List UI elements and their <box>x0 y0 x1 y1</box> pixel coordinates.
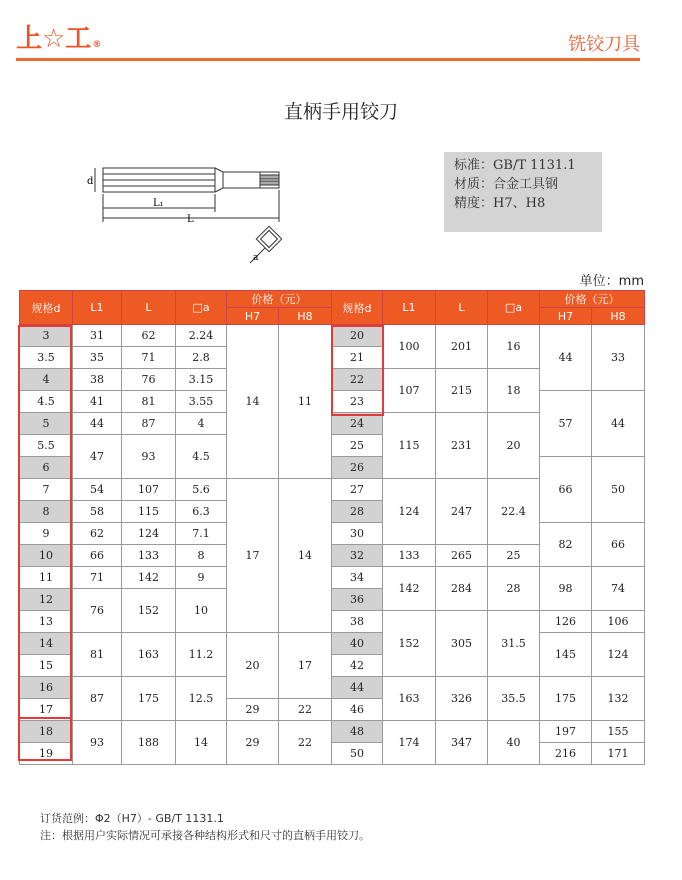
cell-H7: 57 <box>540 391 592 457</box>
cell-H7: 82 <box>540 523 592 567</box>
cell-H7: 145 <box>540 633 592 677</box>
cell-H7: 29 <box>227 721 279 765</box>
cell-L: 347 <box>436 721 488 765</box>
cell-L: 76 <box>122 369 176 391</box>
header-L: L <box>122 291 176 325</box>
cell-L1: 41 <box>73 391 122 413</box>
cell-d: 3.5 <box>20 347 73 369</box>
cell-d: 12 <box>20 589 73 611</box>
cell-H8: 50 <box>592 457 645 523</box>
header-price: 价格（元） <box>227 291 332 308</box>
cell-d: 15 <box>20 655 73 677</box>
cell-a: 18 <box>488 369 540 413</box>
cell-d: 20 <box>332 325 383 347</box>
cell-L1: 47 <box>73 435 122 479</box>
cell-a: 4.5 <box>176 435 227 479</box>
cell-d: 28 <box>332 501 383 523</box>
page-title: 直柄手用铰刀 <box>283 101 398 123</box>
header-H8: H8 <box>279 308 332 325</box>
cell-d: 24 <box>332 413 383 435</box>
order-example: 订货范例：Φ2（H7）- GB/T 1131.1 <box>40 812 224 825</box>
cell-a: 14 <box>176 721 227 765</box>
cell-H7: 14 <box>227 325 279 479</box>
cell-L: 326 <box>436 677 488 721</box>
brand-logo: 上☆工® <box>16 24 102 54</box>
note: 注：根据用户实际情况可承接各种结构形式和尺寸的直柄手用铰刀。 <box>40 829 370 842</box>
cell-H7: 197 <box>540 721 592 743</box>
cell-d: 16 <box>20 677 73 699</box>
cell-L: 62 <box>122 325 176 347</box>
cell-a: 2.24 <box>176 325 227 347</box>
cell-L1: 44 <box>73 413 122 435</box>
cell-L1: 58 <box>73 501 122 523</box>
cell-d: 42 <box>332 655 383 677</box>
cell-a: 12.5 <box>176 677 227 721</box>
cell-a: 9 <box>176 567 227 589</box>
cell-d: 22 <box>332 369 383 391</box>
cell-H7: 216 <box>540 743 592 765</box>
label-d: d <box>87 176 94 187</box>
cell-d: 32 <box>332 545 383 567</box>
cell-d: 34 <box>332 567 383 589</box>
cell-d: 23 <box>332 391 383 413</box>
cell-H8: 74 <box>592 567 645 611</box>
cell-d: 50 <box>332 743 383 765</box>
cell-a: 22.4 <box>488 479 540 545</box>
cell-L1: 93 <box>73 721 122 765</box>
table-row <box>332 677 645 699</box>
cell-H8: 14 <box>279 479 332 633</box>
cell-d: 3 <box>20 325 73 347</box>
cell-L1: 71 <box>73 567 122 589</box>
cell-a: 5.6 <box>176 479 227 501</box>
cell-H7: 44 <box>540 325 592 391</box>
cell-d: 5 <box>20 413 73 435</box>
table-row <box>332 567 645 589</box>
cell-L1: 76 <box>73 589 122 633</box>
spec-precision: 精度：H7、H8 <box>454 196 546 211</box>
cell-d: 7 <box>20 479 73 501</box>
cell-L: 175 <box>122 677 176 721</box>
cell-d: 14 <box>20 633 73 655</box>
cell-a: 6.3 <box>176 501 227 523</box>
header-H8: H8 <box>592 308 645 325</box>
cell-d: 9 <box>20 523 73 545</box>
table-row <box>332 721 645 743</box>
header-H7: H7 <box>227 308 279 325</box>
cell-a: 8 <box>176 545 227 567</box>
cell-d: 44 <box>332 677 383 699</box>
cell-L1: 62 <box>73 523 122 545</box>
cell-H8: 132 <box>592 677 645 721</box>
cell-L: 124 <box>122 523 176 545</box>
cell-L1: 81 <box>73 633 122 677</box>
cell-d: 46 <box>332 699 383 721</box>
cell-d: 36 <box>332 589 383 611</box>
cell-L1: 133 <box>383 545 436 567</box>
header-d: 规格d <box>332 291 383 325</box>
cell-a: 31.5 <box>488 611 540 677</box>
header-L: L <box>436 291 488 325</box>
cell-H7: 29 <box>227 699 279 721</box>
cell-L: 152 <box>122 589 176 633</box>
cell-L: 247 <box>436 479 488 545</box>
cell-L1: 107 <box>383 369 436 413</box>
cell-L1: 152 <box>383 611 436 677</box>
cell-L: 231 <box>436 413 488 479</box>
cell-L1: 163 <box>383 677 436 721</box>
cell-L: 87 <box>122 413 176 435</box>
cell-d: 6 <box>20 457 73 479</box>
cell-L1: 31 <box>73 325 122 347</box>
cell-H8: 17 <box>279 633 332 699</box>
cell-H8: 33 <box>592 325 645 391</box>
cell-L: 201 <box>436 325 488 369</box>
category-title: 铣铰刀具 <box>568 34 640 55</box>
header-d: 规格d <box>20 291 73 325</box>
cell-a: 4 <box>176 413 227 435</box>
cell-a: 20 <box>488 413 540 479</box>
cell-a: 16 <box>488 325 540 369</box>
cell-d: 30 <box>332 523 383 545</box>
cell-L: 305 <box>436 611 488 677</box>
cell-d: 4.5 <box>20 391 73 413</box>
label-a: a <box>253 253 259 263</box>
cell-H8: 66 <box>592 523 645 567</box>
cell-L1: 100 <box>383 325 436 369</box>
cell-a: 7.1 <box>176 523 227 545</box>
cell-L: 284 <box>436 567 488 611</box>
header-H7: H7 <box>540 308 592 325</box>
header-divider <box>16 58 640 61</box>
table-row <box>332 611 645 633</box>
cell-d: 17 <box>20 699 73 721</box>
highlight-box-left-lower <box>18 717 72 761</box>
spec-standard: 标准：GB/T 1131.1 <box>454 158 576 173</box>
highlight-box-left <box>18 325 72 719</box>
header-L1: L1 <box>383 291 436 325</box>
cell-a: 25 <box>488 545 540 567</box>
cell-H7: 98 <box>540 567 592 611</box>
cell-d: 5.5 <box>20 435 73 457</box>
cell-a: 11.2 <box>176 633 227 677</box>
cell-H8: 44 <box>592 391 645 457</box>
cell-L: 142 <box>122 567 176 589</box>
cell-L1: 142 <box>383 567 436 611</box>
cell-H7: 17 <box>227 479 279 633</box>
cell-d: 8 <box>20 501 73 523</box>
cell-d: 19 <box>20 743 73 765</box>
label-L: L <box>187 214 194 225</box>
cell-a: 40 <box>488 721 540 765</box>
cell-a: 3.55 <box>176 391 227 413</box>
cell-H8: 22 <box>279 699 332 721</box>
cell-H7: 175 <box>540 677 592 721</box>
cell-a: 28 <box>488 567 540 611</box>
cell-d: 38 <box>332 611 383 633</box>
spec-material: 材质：合金工具钢 <box>454 177 559 192</box>
spec-box <box>444 152 602 232</box>
cell-d: 40 <box>332 633 383 655</box>
reamer-drawing <box>75 150 305 265</box>
cell-H8: 171 <box>592 743 645 765</box>
cell-a: 2.8 <box>176 347 227 369</box>
cell-H8: 11 <box>279 325 332 479</box>
cell-L1: 115 <box>383 413 436 479</box>
header-a: □a <box>488 291 540 325</box>
cell-L: 107 <box>122 479 176 501</box>
cell-d: 27 <box>332 479 383 501</box>
cell-L: 163 <box>122 633 176 677</box>
cell-d: 48 <box>332 721 383 743</box>
cell-L: 81 <box>122 391 176 413</box>
highlight-box-right <box>331 325 384 416</box>
unit-label: 单位：mm <box>579 274 644 289</box>
cell-L: 133 <box>122 545 176 567</box>
cell-d: 26 <box>332 457 383 479</box>
cell-a: 35.5 <box>488 677 540 721</box>
cell-H8: 22 <box>279 721 332 765</box>
cell-H7: 20 <box>227 633 279 699</box>
label-L1: L₁ <box>153 198 164 209</box>
cell-L1: 54 <box>73 479 122 501</box>
cell-H8: 124 <box>592 633 645 677</box>
cell-L1: 124 <box>383 479 436 545</box>
cell-L1: 35 <box>73 347 122 369</box>
header-a: □a <box>176 291 227 325</box>
cell-H8: 106 <box>592 611 645 633</box>
cell-d: 13 <box>20 611 73 633</box>
cell-L1: 38 <box>73 369 122 391</box>
cell-d: 10 <box>20 545 73 567</box>
cell-L1: 174 <box>383 721 436 765</box>
cell-L: 265 <box>436 545 488 567</box>
cell-d: 4 <box>20 369 73 391</box>
cell-H7: 66 <box>540 457 592 523</box>
cell-L: 115 <box>122 501 176 523</box>
cell-d: 18 <box>20 721 73 743</box>
cell-L1: 87 <box>73 677 122 721</box>
cell-L: 71 <box>122 347 176 369</box>
header-price: 价格（元） <box>540 291 645 308</box>
cell-L: 93 <box>122 435 176 479</box>
cell-d: 11 <box>20 567 73 589</box>
cell-L: 188 <box>122 721 176 765</box>
footer-notes <box>40 810 370 844</box>
cell-d: 25 <box>332 435 383 457</box>
cell-d: 21 <box>332 347 383 369</box>
cell-L: 215 <box>436 369 488 413</box>
cell-a: 3.15 <box>176 369 227 391</box>
cell-H7: 126 <box>540 611 592 633</box>
header-L1: L1 <box>73 291 122 325</box>
cell-L1: 66 <box>73 545 122 567</box>
cell-H8: 155 <box>592 721 645 743</box>
cell-a: 10 <box>176 589 227 633</box>
